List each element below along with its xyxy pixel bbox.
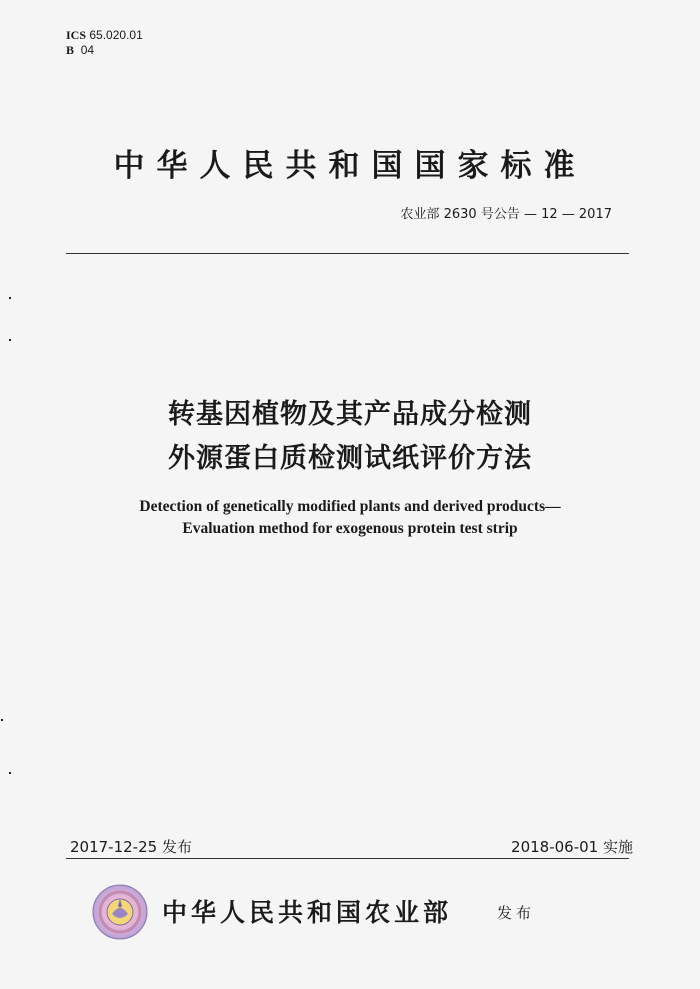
- ics-code: 65.020.01: [89, 28, 143, 42]
- issuer-name: 中华人民共和国农业部: [162, 898, 453, 927]
- scan-speck: [9, 339, 11, 341]
- standard-code: 农业部 2630 号公告 — 12 — 2017: [400, 207, 612, 222]
- ministry-seal-icon: [92, 884, 148, 940]
- issuer-action: 发布: [497, 904, 536, 922]
- effective-date: 2018-06-01 实施: [511, 838, 633, 856]
- standard-title: 中华人民共和国国家标准: [113, 148, 587, 184]
- document-title-zh-line1: 转基因植物及其产品成分检测: [168, 399, 532, 430]
- scan-speck: [1, 719, 3, 721]
- classification-codes: [66, 28, 143, 58]
- document-title-en-line2: Evaluation method for exogenous protein test strip: [182, 520, 518, 537]
- ccs-label: B: [66, 43, 75, 57]
- issue-date: 2017-12-25 发布: [70, 838, 192, 856]
- scan-speck: [9, 772, 11, 774]
- header-divider: [66, 253, 629, 254]
- ics-label: ICS: [66, 28, 87, 42]
- document-title-en-line1: Detection of genetically modified plants and derived products—: [139, 498, 561, 515]
- ics-line: [66, 28, 143, 43]
- scan-speck: [9, 297, 11, 299]
- ccs-line: [66, 43, 143, 58]
- ccs-code: 04: [80, 43, 95, 57]
- document-title-zh-line2: 外源蛋白质检测试纸评价方法: [168, 443, 532, 474]
- footer-divider: [66, 858, 629, 859]
